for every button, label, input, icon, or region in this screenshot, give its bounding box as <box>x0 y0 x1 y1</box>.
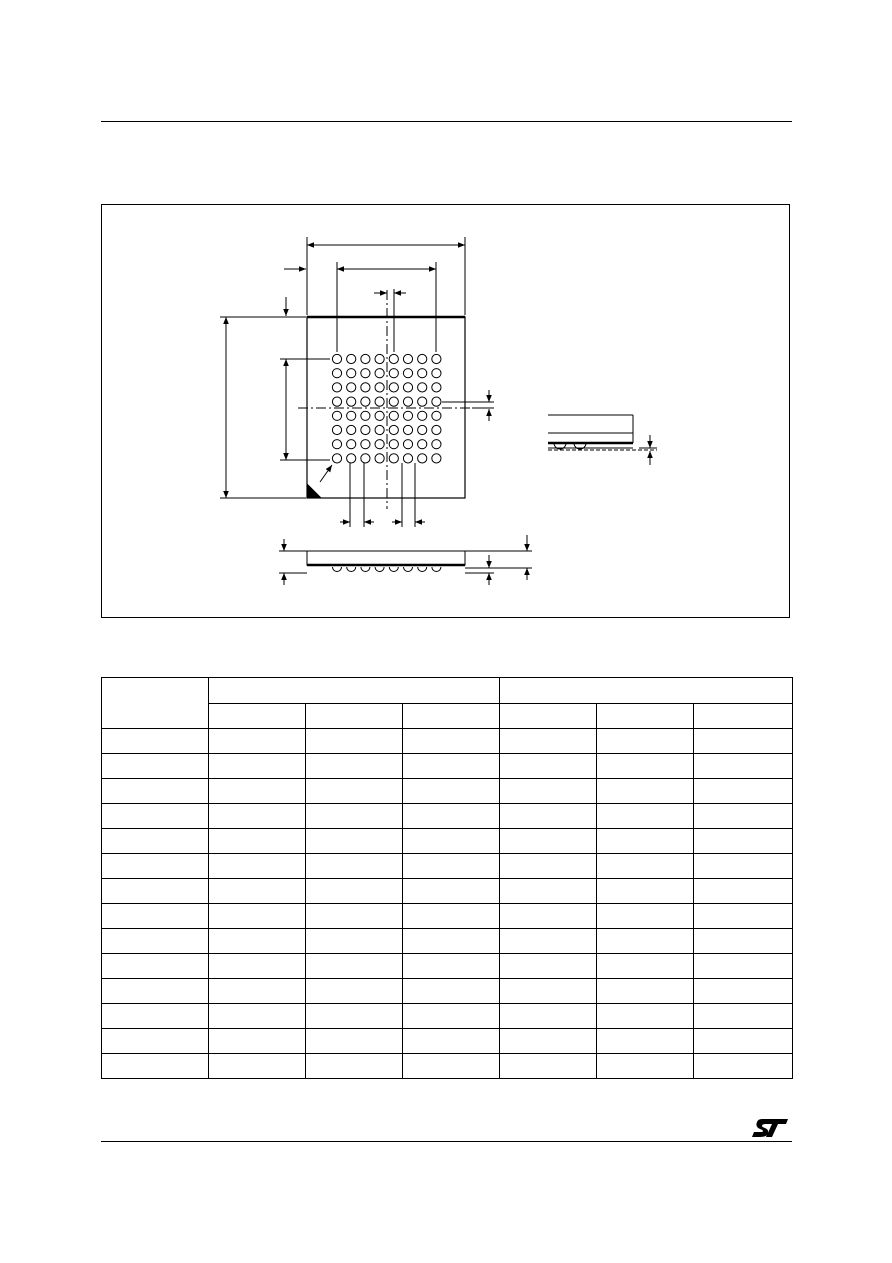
table-cell <box>102 879 209 904</box>
subheader-cell <box>209 704 306 729</box>
solder-ball <box>361 411 370 420</box>
table-cell <box>102 1004 209 1029</box>
table-cell <box>597 754 694 779</box>
footer-rule <box>101 1141 792 1142</box>
table-cell <box>209 929 306 954</box>
table-cell <box>500 929 597 954</box>
solder-ball <box>347 454 356 463</box>
solder-ball <box>432 425 441 434</box>
table-cell <box>597 804 694 829</box>
header-rule <box>101 121 792 122</box>
solder-ball <box>389 454 398 463</box>
solder-ball <box>418 440 427 449</box>
table-cell <box>102 854 209 879</box>
st-logo-icon <box>752 1117 790 1139</box>
table-cell <box>209 1029 306 1054</box>
package-outline-figure <box>101 204 790 618</box>
solder-ball <box>403 440 412 449</box>
solder-ball <box>361 454 370 463</box>
table-row <box>102 779 793 804</box>
solder-ball <box>403 354 412 363</box>
table-cell <box>209 954 306 979</box>
solder-ball <box>418 454 427 463</box>
solder-ball <box>389 383 398 392</box>
solder-ball <box>332 354 341 363</box>
table-cell <box>500 879 597 904</box>
table-row <box>102 804 793 829</box>
solder-ball <box>403 397 412 406</box>
table-cell <box>102 979 209 1004</box>
table-cell <box>694 954 793 979</box>
table-cell <box>209 729 306 754</box>
solder-ball <box>418 354 427 363</box>
table-cell <box>102 904 209 929</box>
table-cell <box>403 954 500 979</box>
solder-ball <box>432 440 441 449</box>
table-cell <box>403 929 500 954</box>
solder-ball <box>403 383 412 392</box>
solder-ball <box>418 369 427 378</box>
subheader-cell <box>306 704 403 729</box>
table-cell <box>500 979 597 1004</box>
table-row <box>102 829 793 854</box>
solder-ball <box>403 411 412 420</box>
solder-ball <box>332 454 341 463</box>
table-row <box>102 754 793 779</box>
side-ball <box>432 567 441 572</box>
subheader-cell <box>597 704 694 729</box>
table-cell <box>500 1029 597 1054</box>
solder-ball <box>347 354 356 363</box>
side-ball <box>404 567 413 572</box>
table-cell <box>597 1004 694 1029</box>
table-cell <box>102 804 209 829</box>
solder-ball <box>375 383 384 392</box>
solder-ball <box>418 411 427 420</box>
table-cell <box>597 879 694 904</box>
table-cell <box>694 879 793 904</box>
table-cell <box>306 829 403 854</box>
side-ball <box>361 567 370 572</box>
table-cell <box>306 879 403 904</box>
table-cell <box>403 904 500 929</box>
solder-ball <box>332 425 341 434</box>
table-cell <box>306 1004 403 1029</box>
table-cell <box>306 854 403 879</box>
table-cell <box>597 979 694 1004</box>
table-cell <box>306 779 403 804</box>
table-row <box>102 1004 793 1029</box>
table-cell <box>306 729 403 754</box>
side-ball <box>333 567 342 572</box>
solder-ball <box>389 397 398 406</box>
table-cell <box>597 854 694 879</box>
solder-ball <box>432 383 441 392</box>
table-cell <box>102 754 209 779</box>
table-cell <box>209 879 306 904</box>
table-header-row <box>102 678 793 704</box>
subheader-cell <box>500 704 597 729</box>
table-cell <box>694 729 793 754</box>
table-cell <box>500 779 597 804</box>
solder-ball <box>389 411 398 420</box>
solder-ball <box>375 397 384 406</box>
solder-ball <box>361 369 370 378</box>
table-cell <box>209 754 306 779</box>
table-cell <box>306 929 403 954</box>
table-cell <box>102 729 209 754</box>
solder-ball <box>389 354 398 363</box>
solder-ball <box>432 397 441 406</box>
solder-ball <box>375 369 384 378</box>
solder-ball <box>361 440 370 449</box>
table-cell <box>597 829 694 854</box>
solder-ball <box>347 440 356 449</box>
table-cell <box>694 854 793 879</box>
table-cell <box>306 954 403 979</box>
solder-ball <box>361 397 370 406</box>
solder-ball <box>375 411 384 420</box>
table-cell <box>500 1054 597 1079</box>
header-group-2 <box>500 678 793 704</box>
table-cell <box>500 904 597 929</box>
solder-ball <box>375 425 384 434</box>
table-cell <box>102 1054 209 1079</box>
table-cell <box>209 854 306 879</box>
table-cell <box>694 779 793 804</box>
table-cell <box>209 1054 306 1079</box>
table-cell <box>597 779 694 804</box>
table-cell <box>694 1054 793 1079</box>
table-cell <box>102 1029 209 1054</box>
table-row <box>102 954 793 979</box>
table-cell <box>209 979 306 1004</box>
table-cell <box>500 729 597 754</box>
table-cell <box>306 754 403 779</box>
solder-ball <box>332 369 341 378</box>
symbol-header <box>102 678 209 729</box>
table-cell <box>102 779 209 804</box>
solder-ball <box>432 454 441 463</box>
table-cell <box>597 954 694 979</box>
table-cell <box>694 929 793 954</box>
table-cell <box>500 1004 597 1029</box>
table-cell <box>102 829 209 854</box>
solder-ball <box>347 383 356 392</box>
solder-ball <box>347 397 356 406</box>
table-cell <box>500 854 597 879</box>
solder-ball <box>347 369 356 378</box>
subheader-cell <box>694 704 793 729</box>
table-cell <box>209 1004 306 1029</box>
a1-corner-marker <box>307 484 321 498</box>
solder-ball <box>418 383 427 392</box>
table-row <box>102 854 793 879</box>
table-cell <box>500 829 597 854</box>
solder-ball <box>389 425 398 434</box>
table-cell <box>597 929 694 954</box>
solder-ball <box>332 411 341 420</box>
solder-ball <box>403 454 412 463</box>
solder-ball <box>361 354 370 363</box>
table-cell <box>403 879 500 904</box>
table-cell <box>500 754 597 779</box>
table-cell <box>694 904 793 929</box>
table-cell <box>306 904 403 929</box>
side-ball <box>375 567 384 572</box>
table-cell <box>597 904 694 929</box>
table-cell <box>403 1054 500 1079</box>
table-cell <box>694 1004 793 1029</box>
solder-ball <box>375 454 384 463</box>
table-cell <box>209 829 306 854</box>
table-cell <box>403 1004 500 1029</box>
table-cell <box>306 1029 403 1054</box>
table-cell <box>694 979 793 1004</box>
solder-ball <box>332 383 341 392</box>
solder-ball <box>332 440 341 449</box>
table-cell <box>403 829 500 854</box>
table-cell <box>597 1029 694 1054</box>
table-cell <box>694 804 793 829</box>
solder-ball <box>347 411 356 420</box>
table-cell <box>209 804 306 829</box>
solder-ball <box>389 440 398 449</box>
solder-ball <box>375 354 384 363</box>
table-cell <box>102 929 209 954</box>
table-cell <box>500 804 597 829</box>
table-cell <box>403 1029 500 1054</box>
solder-ball <box>403 425 412 434</box>
table-cell <box>306 1054 403 1079</box>
package-outline-drawing <box>102 205 791 619</box>
dimension-table <box>101 677 793 1079</box>
table-cell <box>306 804 403 829</box>
solder-ball <box>432 369 441 378</box>
solder-ball <box>361 425 370 434</box>
table-row <box>102 729 793 754</box>
table-cell <box>597 1054 694 1079</box>
solder-ball <box>375 440 384 449</box>
table-cell <box>597 729 694 754</box>
table-cell <box>403 854 500 879</box>
table-cell <box>209 779 306 804</box>
solder-ball <box>432 411 441 420</box>
table-row <box>102 1029 793 1054</box>
table-cell <box>403 754 500 779</box>
subheader-cell <box>403 704 500 729</box>
table-cell <box>403 979 500 1004</box>
table-cell <box>694 1029 793 1054</box>
table-cell <box>306 979 403 1004</box>
table-cell <box>403 729 500 754</box>
header-group-1 <box>209 678 500 704</box>
table-cell <box>694 829 793 854</box>
table-cell <box>403 804 500 829</box>
table-cell <box>500 954 597 979</box>
solder-ball <box>432 354 441 363</box>
solder-ball <box>389 369 398 378</box>
table-row <box>102 929 793 954</box>
side-view-balls <box>333 567 441 572</box>
solder-ball <box>361 383 370 392</box>
table-row <box>102 979 793 1004</box>
side-ball <box>347 567 356 572</box>
solder-ball <box>418 397 427 406</box>
table-row <box>102 879 793 904</box>
solder-ball <box>332 397 341 406</box>
table-cell <box>102 954 209 979</box>
table-row <box>102 904 793 929</box>
solder-ball <box>418 425 427 434</box>
solder-ball <box>347 425 356 434</box>
table-cell <box>209 904 306 929</box>
package-body-side-view <box>307 551 465 565</box>
side-ball <box>389 567 398 572</box>
table-row <box>102 1054 793 1079</box>
table-cell <box>694 754 793 779</box>
table-cell <box>403 779 500 804</box>
solder-ball <box>403 369 412 378</box>
side-ball <box>418 567 427 572</box>
